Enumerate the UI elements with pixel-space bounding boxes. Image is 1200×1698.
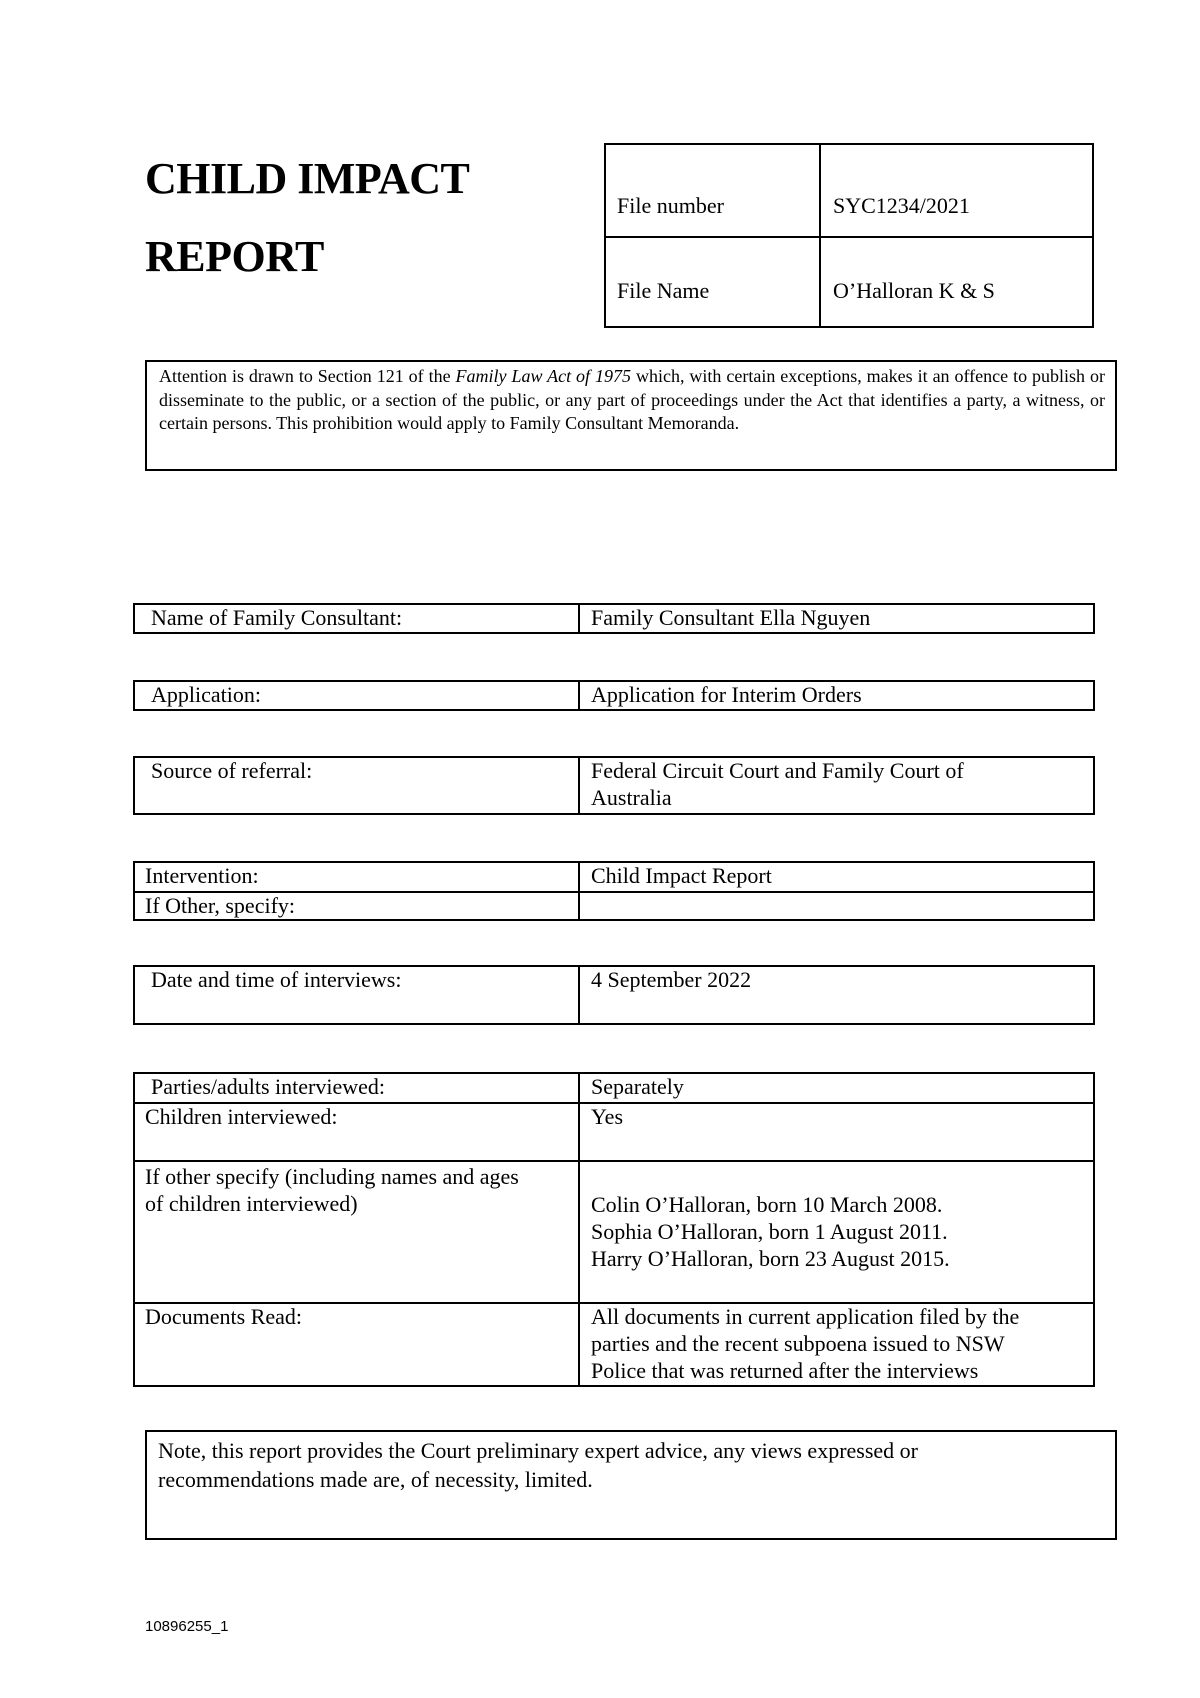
intervention-label: Intervention: <box>145 863 259 888</box>
documents-line: All documents in current application filed by the <box>591 1304 1020 1329</box>
note-line1: Note, this report provides the Court preliminary expert advice, any views expressed or <box>158 1438 918 1463</box>
intervention-table <box>133 861 1095 921</box>
referral-row <box>135 758 1093 813</box>
children-detail-row <box>135 1160 1093 1302</box>
consultant-value: Family Consultant Ella Nguyen <box>591 605 871 630</box>
confidentiality-notice <box>145 360 1117 471</box>
intervention-row <box>135 863 1093 891</box>
notice-text-part2: which, with certain exceptions, makes it an offence to publish or disseminate to the public, or a section of the public, or any part of proceedings under the Act that identifies a party, a witness, or certain persons. This prohibition would apply to Family Consultant Memoranda. <box>159 366 1105 433</box>
intervention-other-row <box>135 891 1093 921</box>
child-entry: Sophia O’Halloran, born 1 August 2011. <box>591 1219 948 1244</box>
documents-line: Police that was returned after the interviews <box>591 1358 979 1383</box>
file-number-row <box>606 145 1092 238</box>
intervention-value: Child Impact Report <box>591 863 772 888</box>
referral-label: Source of referral: <box>151 758 313 783</box>
child-entry: Colin O’Halloran, born 10 March 2008. <box>591 1192 943 1217</box>
documents-row <box>135 1302 1093 1385</box>
consultant-row <box>135 605 1093 632</box>
other-label-line2: of children interviewed) <box>145 1191 358 1216</box>
referral-value-line1: Federal Circuit Court and Family Court of <box>591 758 964 783</box>
file-number-label: File number <box>617 193 724 218</box>
referral-table <box>133 756 1095 815</box>
adults-value: Separately <box>591 1074 684 1099</box>
documents-line: parties and the recent subpoena issued to NSW <box>591 1331 1005 1356</box>
file-name-row <box>606 236 1092 326</box>
report-title <box>145 140 469 296</box>
file-name-value: O’Halloran K & S <box>833 278 995 303</box>
other-label-line1: If other specify (including names and ages <box>145 1164 519 1189</box>
interviews-row <box>135 967 1093 1023</box>
file-number-value: SYC1234/2021 <box>833 193 970 218</box>
child-entry: Harry O’Halloran, born 23 August 2015. <box>591 1246 950 1271</box>
application-label: Application: <box>151 682 261 707</box>
document-id: 10896255_1 <box>145 1618 229 1635</box>
children-row <box>135 1102 1093 1160</box>
report-title-line1: CHILD IMPACT <box>145 154 470 203</box>
interviews-value: 4 September 2022 <box>591 967 752 992</box>
file-info-table <box>604 143 1094 328</box>
consultant-table <box>133 603 1095 634</box>
adults-label: Parties/adults interviewed: <box>151 1074 385 1099</box>
documents-label: Documents Read: <box>145 1304 303 1329</box>
notice-text-part1: Attention is drawn to Section 121 of the <box>159 366 456 386</box>
report-title-line2: REPORT <box>145 232 324 281</box>
interviews-label: Date and time of interviews: <box>151 967 402 992</box>
file-name-label: File Name <box>617 278 710 303</box>
children-value: Yes <box>591 1104 624 1129</box>
interviews-table <box>133 965 1095 1025</box>
application-row <box>135 682 1093 709</box>
consultant-label: Name of Family Consultant: <box>151 605 403 630</box>
parties-table <box>133 1072 1095 1387</box>
note-line2: recommendations made are, of necessity, limited. <box>158 1467 593 1492</box>
children-label: Children interviewed: <box>145 1104 338 1129</box>
referral-value-line2: Australia <box>591 785 672 810</box>
application-value: Application for Interim Orders <box>591 682 862 707</box>
notice-act-name: Family Law Act of 1975 <box>455 366 632 386</box>
application-table <box>133 680 1095 711</box>
preliminary-advice-note <box>145 1430 1117 1540</box>
intervention-other-label: If Other, specify: <box>145 893 296 918</box>
adults-row <box>135 1074 1093 1102</box>
